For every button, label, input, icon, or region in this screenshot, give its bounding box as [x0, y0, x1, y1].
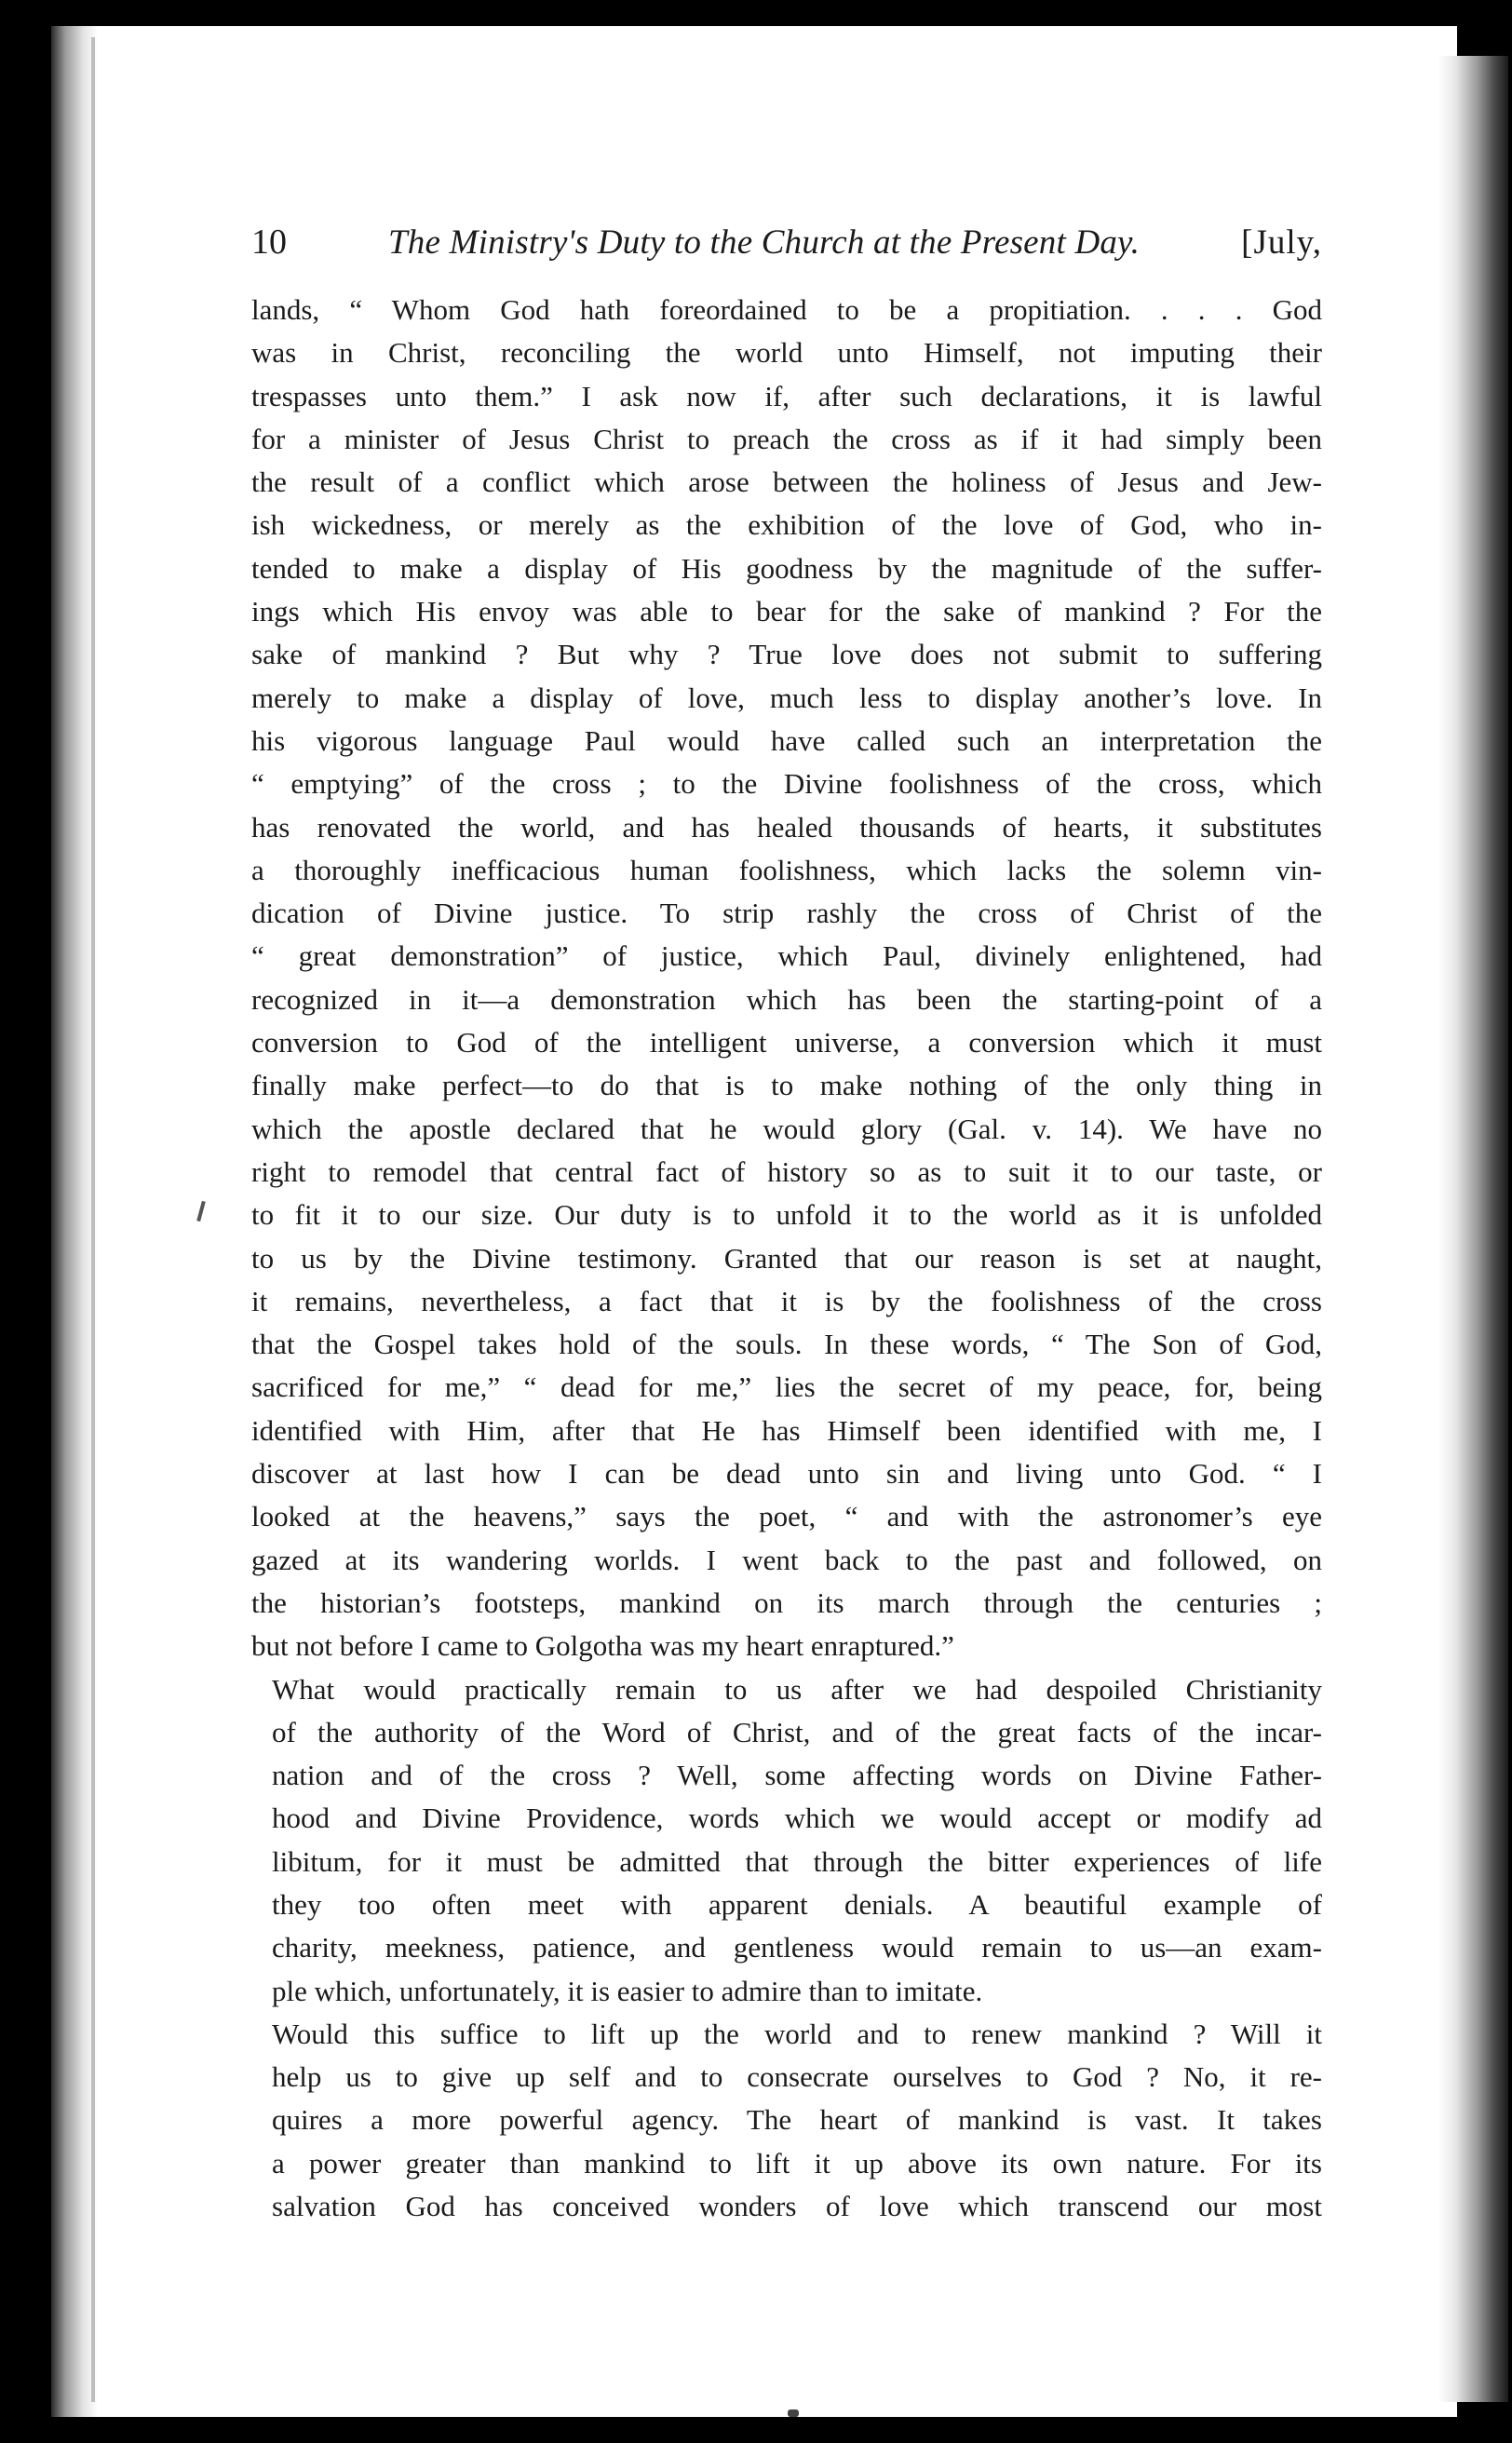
text-line: hood and Divine Providence, words which we would accept or modify ad: [272, 1802, 1322, 1835]
text-line: ish wickedness, or merely as the exhibition of the love of God, who in-: [251, 508, 1322, 542]
text-line: nation and of the cross ? Well, some affecting words on Divine Father-: [272, 1759, 1322, 1792]
text-line: was in Christ, reconciling the world unto Himself, not imputing their: [251, 336, 1322, 370]
text-line: help us to give up self and to consecrate ourselves to God ? No, it re-: [272, 2060, 1322, 2094]
text-line: “ emptying” of the cross ; to the Divine foolishness of the cross, which: [251, 767, 1322, 801]
text-line: sake of mankind ? But why ? True love does not submit to suffering: [251, 638, 1322, 671]
running-month: [July,: [1241, 223, 1322, 262]
text-line: ings which His envoy was able to bear for the sake of mankind ? For the: [251, 595, 1322, 628]
text-line: discover at last how I can be dead unto sin and living unto God. “ I: [251, 1457, 1322, 1491]
paragraph: [251, 289, 1322, 1668]
text-line: merely to make a display of love, much less to display another’s love. In: [251, 681, 1322, 714]
text-line: his vigorous language Paul would have called such an interpretation the: [251, 723, 1322, 757]
text-line: ple which, unfortunately, it is easier to admire than to imitate.: [272, 1974, 983, 2007]
text-line: to us by the Divine testimony. Granted that our reason is set at naught,: [251, 1241, 1322, 1275]
text-line: What would practically remain to us after we had despoiled Christianity: [272, 1672, 1322, 1706]
page-edge-shadow-right: [1438, 56, 1508, 2402]
text-line: the historian’s footsteps, mankind on its march through the centuries ;: [251, 1586, 1322, 1619]
text-line: gazed at its wandering worlds. I went back to the past and followed, on: [251, 1543, 1322, 1576]
text-line: finally make perfect—to do that is to make nothing of the only thing in: [251, 1069, 1322, 1102]
text-line: it remains, nevertheless, a fact that it is by the foolishness of the cross: [251, 1284, 1322, 1317]
page-number: 10: [251, 223, 287, 262]
text-line: salvation God has conceived wonders of love which transcend our most: [272, 2190, 1322, 2223]
text-line: recognized in it—a demonstration which has been the starting-point of a: [251, 982, 1322, 1016]
text-line: “ great demonstration” of justice, which Paul, divinely enlightened, had: [251, 939, 1322, 973]
text-line: tended to make a display of His goodness by the magnitude of the suffer-: [251, 551, 1322, 585]
text-line: dication of Divine justice. To strip rashly the cross of Christ of the: [251, 897, 1322, 930]
text-line: conversion to God of the intelligent universe, a conversion which it must: [251, 1026, 1322, 1060]
running-head: [251, 222, 1322, 268]
text-line: has renovated the world, and has healed thousands of hearts, it substitutes: [251, 810, 1322, 844]
scan-speck: [788, 2409, 799, 2417]
paragraph: [251, 1668, 1322, 2013]
text-line: the result of a conflict which arose between the holiness of Jesus and Jew-: [251, 466, 1322, 499]
text-line: that the Gospel takes hold of the souls. In these words, “ The Son of God,: [251, 1328, 1322, 1361]
text-line: sacrificed for me,” “ dead for me,” lies the secret of my peace, for, being: [251, 1370, 1322, 1404]
text-line: for a minister of Jesus Christ to preach the cross as if it had simply been: [251, 422, 1322, 455]
binding-line: [91, 37, 95, 2402]
text-line: charity, meekness, patience, and gentleness would remain to us—an exam-: [272, 1931, 1322, 1964]
text-line: of the authority of the Word of Christ, and of the great facts of the incar-: [272, 1715, 1322, 1748]
text-line: Would this suffice to lift up the world and to renew mankind ? Will it: [272, 2017, 1322, 2050]
paragraph: [251, 2013, 1322, 2228]
text-line: which the apostle declared that he would glory (Gal. v. 14). We have no: [251, 1112, 1322, 1145]
text-line: a thoroughly inefficacious human foolishness, which lacks the solemn vin-: [251, 853, 1322, 886]
text-line: trespasses unto them.” I ask now if, after such declarations, it is lawful: [251, 379, 1322, 412]
text-line: to fit it to our size. Our duty is to unfold it to the world as it is unfolded: [251, 1198, 1322, 1232]
text-line: but not before I came to Golgotha was my heart enraptured.”: [251, 1629, 954, 1663]
text-line: quires a more powerful agency. The heart of mankind is vast. It takes: [272, 2103, 1322, 2137]
page-content: [251, 222, 1322, 2228]
text-line: they too often meet with apparent denials. A beautiful example of: [272, 1887, 1322, 1921]
text-line: looked at the heavens,” says the poet, “ and with the astronomer’s eye: [251, 1500, 1322, 1533]
text-line: identified with Him, after that He has Himself been identified with me, I: [251, 1413, 1322, 1447]
body-text: [251, 289, 1322, 2228]
text-line: right to remodel that central fact of history so as to suit it to our taste, or: [251, 1154, 1322, 1188]
text-line: libitum, for it must be admitted that through the bitter experiences of life: [272, 1844, 1322, 1878]
running-title: The Ministry's Duty to the Church at the Present Day.: [388, 223, 1141, 262]
text-line: lands, “ Whom God hath foreordained to be a propitiation. . . . God: [251, 293, 1322, 326]
text-line: a power greater than mankind to lift it up above its own nature. For its: [272, 2146, 1322, 2180]
